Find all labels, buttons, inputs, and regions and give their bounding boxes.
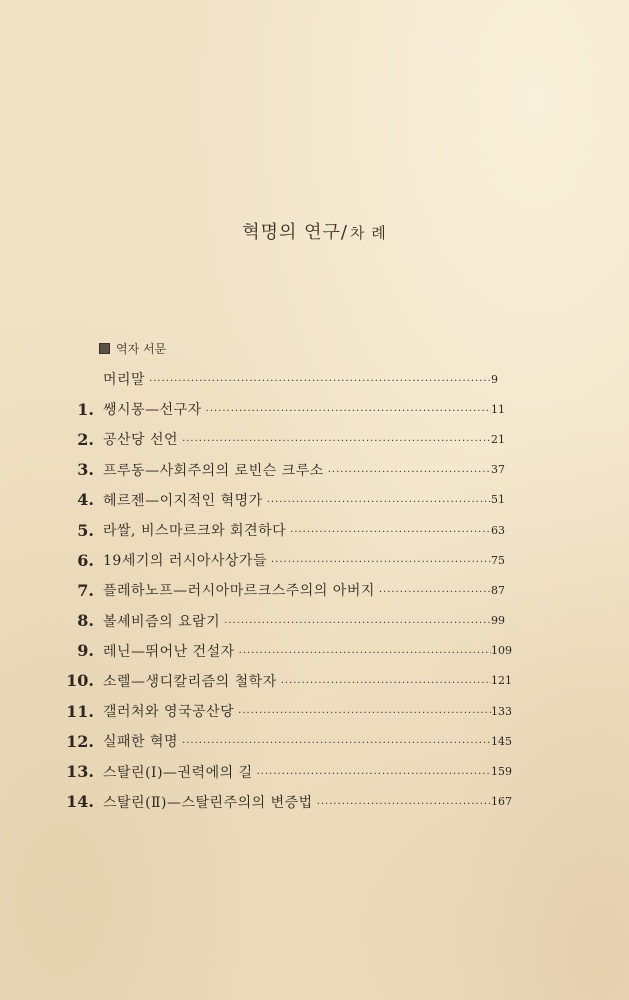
dot-leader — [328, 467, 491, 478]
toc-entry-page: 75 — [491, 553, 505, 567]
title-separator: / — [340, 222, 348, 243]
toc-entry[interactable] — [0, 636, 629, 666]
dot-leader — [257, 769, 491, 780]
dot-leader — [317, 799, 491, 810]
dot-leader — [290, 527, 491, 538]
toc-entry-number: 12. — [66, 731, 94, 751]
toc-entry-title: 라쌀, 비스마르크와 회견하다 — [103, 523, 287, 540]
toc-entry-title: 플레하노프—러시아마르크스주의의 아버지 — [103, 583, 375, 600]
toc-entry-number: 3. — [77, 460, 94, 480]
toc-entry-number: 10. — [66, 671, 94, 691]
toc-entry-page: 87 — [491, 583, 505, 597]
toc-entry-title: 프루동—사회주의의 로빈슨 크루소 — [103, 462, 324, 479]
toc-entry-page: 133 — [491, 704, 512, 718]
toc-entry-page: 109 — [491, 644, 512, 658]
toc-entry-title: 레닌—뛰어난 건설자 — [103, 643, 235, 660]
dot-leader — [182, 738, 491, 749]
dot-leader — [224, 618, 491, 629]
toc-entry-title: 스탈린(Ⅱ)—스탈린주의의 변증법 — [103, 794, 313, 811]
toc-entry[interactable] — [0, 455, 629, 485]
toc-entry-title: 갤러처와 영국공산당 — [103, 704, 235, 721]
toc-entry[interactable] — [0, 364, 629, 394]
dot-leader — [239, 648, 491, 659]
toc-entry-page: 37 — [491, 463, 505, 477]
toc-entry[interactable] — [0, 756, 629, 786]
title-main: 혁명의 연구 — [242, 222, 341, 243]
toc-entry-page: 99 — [491, 614, 505, 628]
dot-leader — [182, 436, 491, 447]
toc-entry-page: 159 — [491, 765, 512, 779]
toc-entry-title: 공산당 선언 — [103, 432, 179, 449]
toc-entry[interactable] — [0, 726, 629, 756]
toc-entry[interactable] — [0, 696, 629, 726]
toc-entry[interactable] — [0, 545, 629, 575]
toc-entry-number: 5. — [77, 520, 94, 540]
toc-entry-number: 13. — [66, 762, 94, 782]
dot-leader — [271, 557, 491, 568]
toc-entry-title: 머리말 — [103, 372, 146, 389]
title-sub: 차 례 — [350, 224, 387, 242]
section-heading — [99, 340, 166, 357]
toc-entry[interactable] — [0, 575, 629, 605]
toc-entry-title: 헤르젠—이지적인 혁명가 — [103, 492, 263, 509]
toc-entry-page: 11 — [491, 402, 505, 416]
toc-entry-title: 스탈린(Ⅰ)—권력에의 길 — [103, 764, 253, 781]
toc-entry-number: 7. — [77, 580, 94, 600]
page-title — [0, 218, 629, 244]
toc-entry-title: 실패한 혁명 — [103, 734, 179, 751]
dot-leader — [238, 708, 491, 719]
toc-entry-number: 8. — [77, 611, 94, 631]
toc-entry-page: 21 — [491, 432, 505, 446]
dot-leader — [379, 587, 491, 598]
toc-entry-page: 9 — [491, 372, 498, 386]
toc-entry-page: 63 — [491, 523, 505, 537]
toc-entry-page: 145 — [491, 734, 512, 748]
section-heading-label: 역자 서문 — [116, 342, 167, 356]
toc-entry-title: 소렐—생디칼리즘의 철학자 — [103, 673, 277, 690]
filled-square-icon — [99, 343, 110, 354]
toc-entry-page: 51 — [491, 493, 505, 507]
toc-entry-page: 167 — [491, 795, 512, 809]
toc-entry[interactable] — [0, 787, 629, 817]
toc-entry[interactable] — [0, 666, 629, 696]
toc-entry[interactable] — [0, 485, 629, 515]
toc-entry-number: 11. — [66, 701, 94, 721]
toc-entry-title: 19세기의 러시아사상가들 — [103, 553, 268, 570]
dot-leader — [149, 376, 491, 387]
toc-entry-title: 볼셰비즘의 요람기 — [103, 613, 221, 630]
toc-entry[interactable] — [0, 424, 629, 454]
dot-leader — [267, 497, 491, 508]
toc-entry-number: 2. — [77, 429, 94, 449]
toc-entry-number: 14. — [66, 792, 94, 812]
toc-entry-number: 1. — [77, 399, 94, 419]
toc-entry-title: 쌩시몽—선구자 — [103, 402, 202, 419]
toc-entry[interactable] — [0, 606, 629, 636]
toc-entry-number: 4. — [77, 490, 94, 510]
table-of-contents — [0, 364, 629, 817]
toc-entry[interactable] — [0, 394, 629, 424]
toc-entry-number: 6. — [77, 550, 94, 570]
toc-entry-number: 9. — [77, 641, 94, 661]
dot-leader — [281, 678, 491, 689]
toc-entry-page: 121 — [491, 674, 512, 688]
dot-leader — [206, 406, 491, 417]
toc-entry[interactable] — [0, 515, 629, 545]
